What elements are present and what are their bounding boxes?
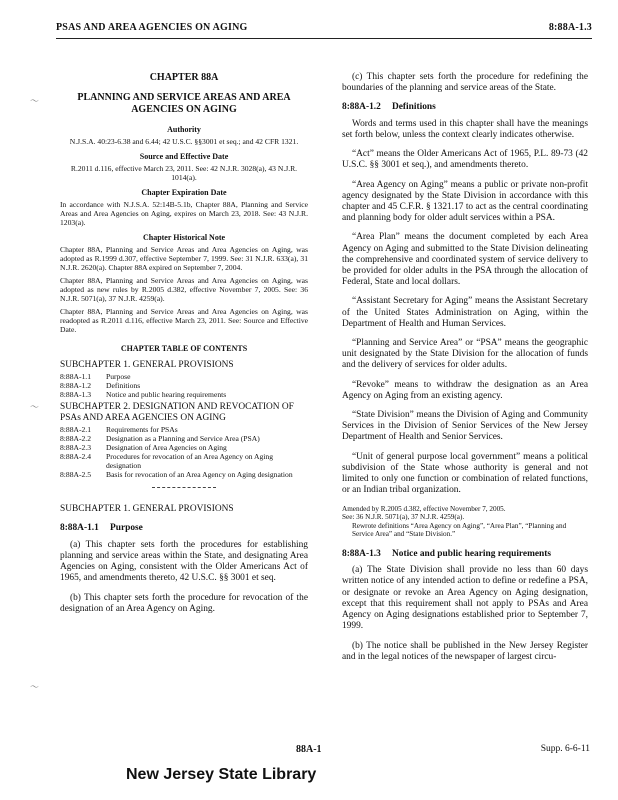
right-column [342, 72, 588, 671]
definition: “Planning and Service Area” or “PSA” means the geographic unit designated by the State Division for the allocation of funds and the delivery of services for older adults. [342, 338, 588, 371]
authority-heading: Authority [167, 125, 201, 134]
toc-list-2 [60, 425, 308, 479]
paragraph: (a) This chapter sets forth the procedures for establishing planning and service areas within the State, and designating Area Agencies on Aging, consistent with the Older Americans Act of 1965, and amendments thereto, 42 U.S.C. §§ 3001 et seq. [60, 539, 308, 584]
definition: “Unit of general purpose local government” means a political subdivision of the State whose authority is general and not limited to only one function or combination of related functions, or an Indian tribal organization. [342, 451, 588, 496]
toc-list-1 [60, 372, 308, 399]
paragraph: (c) This chapter sets forth the procedure for redefining the boundaries of the planning and service areas of the State. [342, 72, 588, 94]
toc-entry[interactable]: 8:88A-2.2 Designation as a Planning and Service Area (PSA) [60, 434, 260, 444]
running-header [56, 18, 592, 34]
toc-entry[interactable]: 8:88A-2.4 Procedures for revocation of an Area Agency on Aging designation [60, 452, 274, 471]
left-column [60, 72, 308, 623]
expiration-heading: Chapter Expiration Date [141, 188, 227, 197]
history-note: Chapter 88A, Planning and Service Areas and Area Agencies on Aging, was readopted as R.2011 d.116, effective March 23, 2011. See: Source and Effective Date. [60, 307, 308, 334]
expiration-text: In accordance with N.J.S.A. 52:14B-5.1b, Chapter 88A, Planning and Service Areas and Area Agencies on Aging, expires on March 23, 2018. See: 43 N.J.R. 1203(a). [60, 200, 308, 227]
section-heading: 8:88A-1.2 Definitions [342, 102, 436, 113]
header-rule [56, 38, 592, 39]
chapter-number: CHAPTER 88A [149, 72, 219, 83]
paragraph: (b) This chapter sets forth the procedure for revocation of the designation of an Area Agency on Aging. [60, 592, 308, 614]
source-text: R.2011 d.116, effective March 23, 2011. See: 42 N.J.R. 3028(a), 43 N.J.R. 1014(a). [70, 164, 298, 182]
supplement-date: Supp. 6-6-11 [540, 744, 590, 754]
source-heading: Source and Effective Date [139, 152, 229, 161]
paragraph: (b) The notice shall be published in the New Jersey Register and in the legal notices of the newspaper of largest circu- [342, 640, 588, 662]
section-heading: 8:88A-1.3 Notice and public hearing requirements [342, 548, 552, 559]
history-heading: Chapter Historical Note [142, 233, 226, 242]
toc-subchapter-2: SUBCHAPTER 2. DESIGNATION AND REVOCATION OF PSAs AND AREA AGENCIES ON AGING [60, 402, 294, 424]
definition: “Area Plan” means the document completed by each Area Agency on Aging and submitted to the State Division delineating the comprehensive and coordinated system of service delivery to be provided for older adults in the PSA through the allocation of Federal, State and local dollars. [342, 232, 588, 288]
toc-subchapter-1: SUBCHAPTER 1. GENERAL PROVISIONS [60, 360, 234, 371]
toc-entry[interactable]: 8:88A-2.1 Requirements for PSAs [60, 425, 178, 435]
definition: “Assistant Secretary for Aging” means the Assistant Secretary of the United States Administration on Aging, within the Department of Health and Human Services. [342, 296, 588, 329]
margin-mark: 〜 [30, 96, 40, 106]
chapter-title: PLANNING AND SERVICE AREAS AND AREA AGENCIES ON AGING [77, 92, 291, 115]
toc-entry[interactable]: 8:88A-1.3 Notice and public hearing requirements [60, 390, 227, 400]
page-number: 88A-1 [296, 744, 322, 755]
definition: “State Division” means the Division of Aging and Community Services in the Division of Senior Services of the New Jersey Department of Health and Senior Services. [342, 410, 588, 443]
toc-divider [152, 487, 216, 488]
history-note: Chapter 88A, Planning and Service Areas and Area Agencies on Aging, was adopted as new rules by R.2005 d.382, effective November 7, 2005. See: 36 N.J.R. 5071(a), 37 N.J.R. 4259(a). [60, 276, 308, 303]
section-heading: 8:88A-1.1 Purpose [60, 523, 143, 534]
definition: “Revoke” means to withdraw the designation as an Area Agency on Aging from an existing agency. [342, 379, 588, 401]
toc-entry[interactable]: 8:88A-1.1 Purpose [60, 372, 131, 382]
definition: “Act” means the Older Americans Act of 1965, P.L. 89-73 (42 U.S.C. §§ 3001 et seq.), and amendments thereto. [342, 149, 588, 171]
authority-text: N.J.S.A. 40:23-6.38 and 6.44; 42 U.S.C. §§3001 et seq.; and 42 CFR 1321. [69, 137, 299, 146]
margin-mark: 〜 [30, 682, 40, 692]
header-title: PSAS AND AREA AGENCIES ON AGING [56, 22, 248, 33]
history-note: Chapter 88A, Planning and Service Areas and Area Agencies on Aging, was adopted as R.1999 d.307, effective September 7, 1999. See: 31 N.J.R. 633(a), 31 N.J.R. 2620(a). Chapter 88A expired on September 7, 2004. [60, 245, 308, 272]
subchapter-1-heading: SUBCHAPTER 1. GENERAL PROVISIONS [60, 504, 234, 515]
header-section: 8:88A-1.3 [548, 22, 592, 33]
paragraph: Words and terms used in this chapter shall have the meanings set forth below, unless the context clearly indicates otherwise. [342, 118, 588, 141]
toc-heading: CHAPTER TABLE OF CONTENTS [120, 344, 248, 353]
paragraph: (a) The State Division shall provide no less than 60 days written notice of any intended action to define or redefine a PSA, or designate or revoke an Area Agency on Aging designation, except that this requirement shall not apply to PSAs and Area Agency on Aging designations established prior to September 7, 1999. [342, 565, 588, 632]
margin-mark: 〜 [30, 402, 40, 412]
amendment-note: Amended by R.2005 d.382, effective November 7, 2005. See: 36 N.J.R. 5071(a), 37 N.J.R. 4259(a). Rewrote definitions “Area Agency on Aging”, “Area Plan”, “Planning and Service Area” and “State Division.” [342, 504, 567, 539]
toc-entry[interactable]: 8:88A-2.5 Basis for revocation of an Area Agency on Aging designation [60, 470, 293, 480]
toc-entry[interactable]: 8:88A-2.3 Designation of Area Agencies on Aging [60, 443, 227, 453]
definition: “Area Agency on Aging” means a public or private non-profit agency designated by the State Division in accordance with this chapter and 45 C.F.R. § 1321.17 to act as the central coordinating and planning body for older adult services within a PSA. [342, 179, 588, 224]
toc-entry[interactable]: 8:88A-1.2 Definitions [60, 381, 141, 391]
library-stamp: New Jersey State Library [126, 766, 317, 783]
